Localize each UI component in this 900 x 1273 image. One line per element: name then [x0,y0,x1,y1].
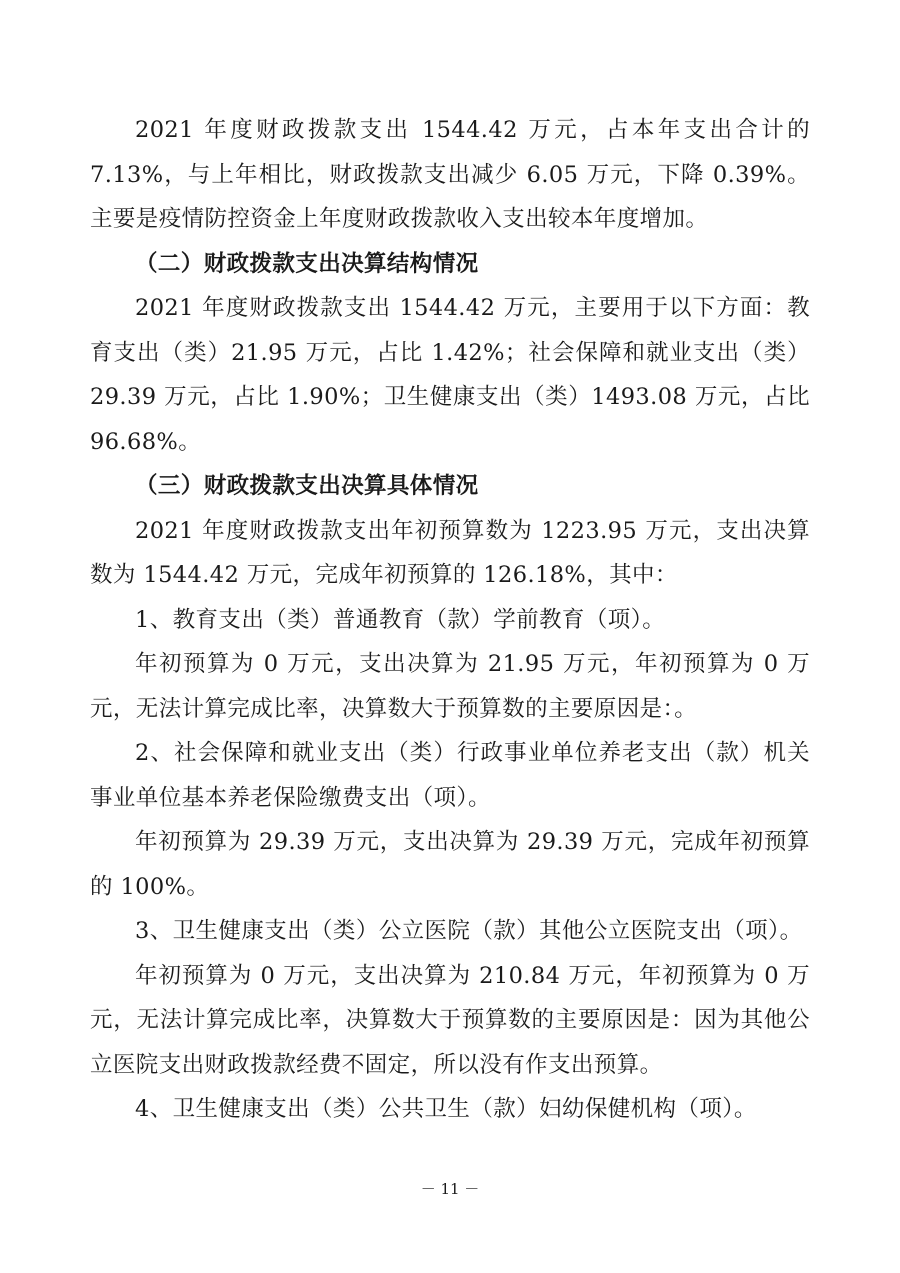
paragraph-expenditure-total: 2021 年度财政拨款支出 1544.42 万元，占本年支出合计的 7.13%，与上年相比，财政拨款支出减少 6.05 万元，下降 0.39%。主要是疫情防控资金上年度财政拨款收入支出较本年度增加。 [90,117,810,232]
item-2-title: 2、社会保障和就业支出（类）行政事业单位养老支出（款）机关事业单位基本养老保险缴费支出（项）。 [90,740,810,811]
item-3-title: 3、卫生健康支出（类）公立医院（款）其他公立医院支出（项）。 [135,918,803,944]
paragraph-details-intro: 2021 年度财政拨款支出年初预算数为 1223.95 万元，支出决算数为 1544.42 万元，完成年初预算的 126.18%，其中： [90,517,810,588]
item-1-body: 年初预算为 0 万元，支出决算为 21.95 万元，年初预算为 0 万元，无法计算完成比率，决算数大于预算数的主要原因是：。 [90,651,810,722]
item-4-title: 4、卫生健康支出（类）公共卫生（款）妇幼保健机构（项）。 [135,1096,757,1122]
paragraph-structure: 2021 年度财政拨款支出 1544.42 万元，主要用于以下方面：教育支出（类）21.95 万元，占比 1.42%；社会保障和就业支出（类）29.39 万元，占比 1.90%；卫生健康支出（类）1493.08 万元，占比 96.68%。 [90,295,810,455]
page-number: － 11 － [420,1180,480,1198]
section-heading-details: （三）财政拨款支出决算具体情况 [135,473,479,499]
section-heading-structure: （二）财政拨款支出决算结构情况 [135,250,479,277]
item-3-body: 年初预算为 0 万元，支出决算为 210.84 万元，年初预算为 0 万元，无法计算完成比率，决算数大于预算数的主要原因是：因为其他公立医院支出财政拨款经费不固定，所以没有作支出预算。 [90,962,810,1078]
item-1-title: 1、教育支出（类）普通教育（款）学前教育（项）。 [135,606,666,633]
item-2-body: 年初预算为 29.39 万元，支出决算为 29.39 万元，完成年初预算的 100%。 [90,829,810,900]
